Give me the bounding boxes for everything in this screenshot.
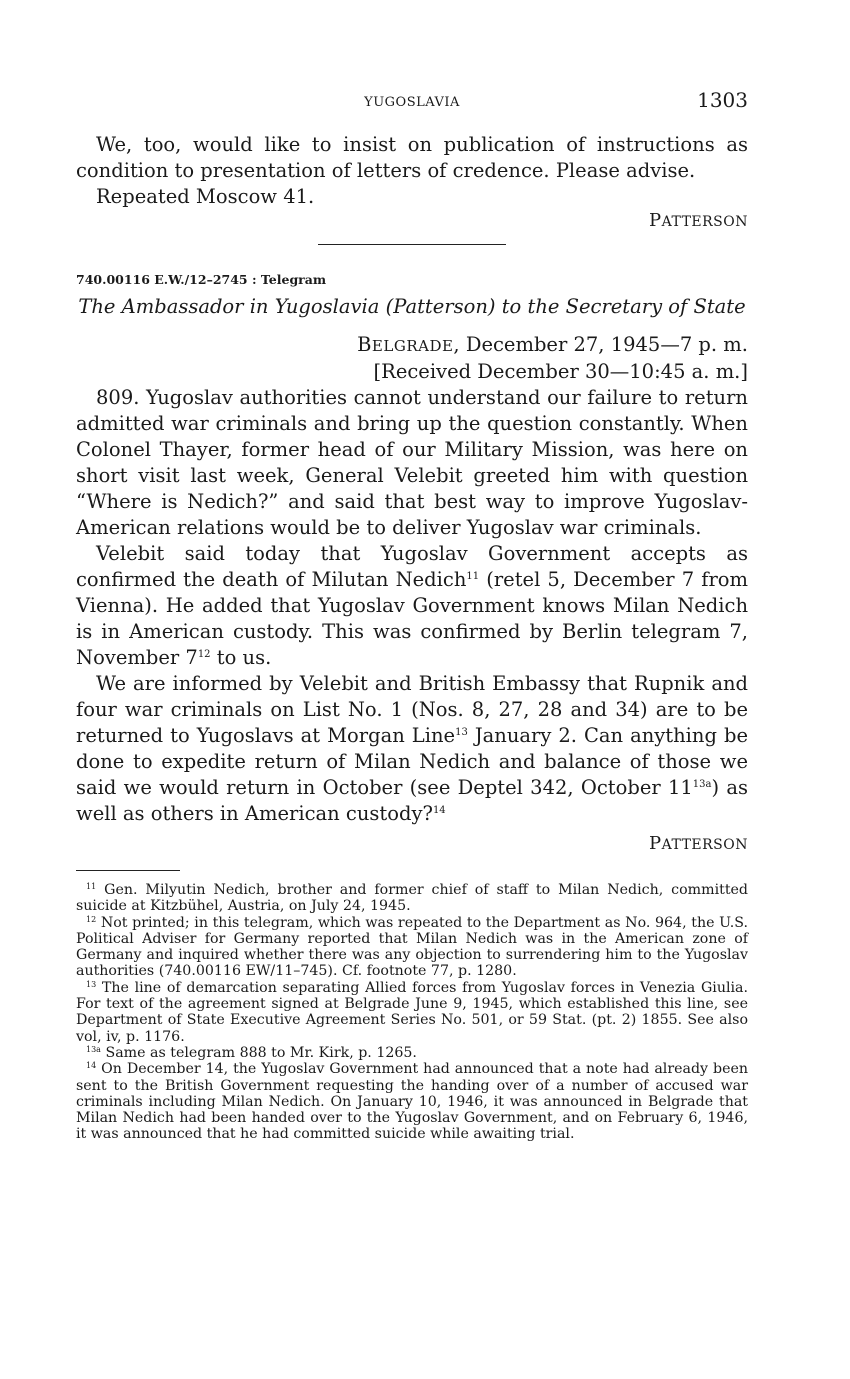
received-line: [Received December 30—10:45 a. m.] bbox=[373, 360, 748, 383]
place-rest: ELGRADE bbox=[371, 337, 454, 355]
footnote-mark: 13 bbox=[86, 979, 97, 989]
dateline bbox=[76, 332, 748, 359]
telegram-title: The Ambassador in Yugoslavia (Patterson) to the Secretary of State bbox=[78, 295, 746, 318]
footnote-ref: 13a bbox=[692, 779, 712, 790]
signature bbox=[76, 210, 748, 231]
footnote-ref: 12 bbox=[197, 649, 211, 660]
footnote-divider bbox=[76, 870, 180, 871]
footnote bbox=[76, 980, 748, 1045]
footnote bbox=[76, 1061, 748, 1142]
page-header bbox=[76, 88, 748, 116]
footnote-text: Not printed; in this telegram, which was repeated to the Department as No. 964, the U.S. Political Adviser for Germany reported that Milan Nedich was in the American zone of Germany and inquired whether there was any objection to surrendering him to the Yugoslav authorities (740.00116 EW/11–745). Cf. footnote 77, p. 1280. bbox=[76, 914, 749, 980]
paragraph-text: We are informed by Velebit and British Embassy that Rupnik and four war criminals on List No. 1 (Nos. 8, 27, 28 and 34) are to be returned to Yugoslavs at Morgan Line bbox=[76, 672, 748, 747]
footnote-text: On December 14, the Yugoslav Government had announced that a note had already been sent to the British Government requesting the handing over of a number of accused war criminals including Milan Nedich. On January 10, 1946, it was announced in Belgrade that Milan Nedich had been handed over to the Yugoslav Government, and on February 6, 1946, it was announced that he had committed suicide while awaiting trial. bbox=[76, 1061, 748, 1143]
paragraph-text: (retel 5, December 7 from Vienna). He added that Yugoslav Government knows Milan Nedich is in American custody. This was confirmed by Berlin telegram 7, November 7 bbox=[76, 568, 748, 669]
place-initial: B bbox=[357, 333, 372, 356]
footnotes bbox=[76, 882, 748, 1143]
page-number: 1303 bbox=[697, 88, 748, 112]
footnote-ref: 11 bbox=[466, 571, 480, 582]
running-title: YUGOSLAVIA bbox=[364, 95, 460, 110]
file-number: 740.00116 E.W./12–2745 : Telegram bbox=[76, 272, 327, 287]
footnote bbox=[76, 915, 748, 980]
footnote-ref: 14 bbox=[432, 805, 446, 816]
continuation-paragraph: We, too, would like to insist on publication of instructions as condition to presentation of letters of credence. Please advise. bbox=[76, 133, 748, 182]
signature-rest: ATTERSON bbox=[661, 837, 748, 853]
paragraph-text: 809. Yugoslav authorities cannot understand our failure to return admitted war criminals and bring up the question constantly. When Colonel Thayer, former head of our Military Mission, was here on short visit last week, General Velebit greeted him with question “Where is Nedich?” and said that best way to improve Yugoslav-American relations would be to deliver Yugoslav war criminals. bbox=[76, 386, 748, 539]
footnote-text: Same as telegram 888 to Mr. Kirk, p. 1265. bbox=[105, 1044, 417, 1061]
telegram-paragraph bbox=[76, 385, 748, 541]
paragraph-text: Velebit said today that Yugoslav Government accepts as confirmed the death of Milutan Nedich bbox=[76, 542, 748, 591]
telegram-section bbox=[76, 272, 748, 854]
telegram-paragraph bbox=[76, 671, 748, 827]
footnote-text: Gen. Milyutin Nedich, brother and former chief of staff to Milan Nedich, committed suicide at Kitzbühel, Austria, on July 24, 1945. bbox=[76, 882, 748, 915]
footnote-ref: 13 bbox=[455, 727, 468, 738]
footnote-text: The line of demarcation separating Allied forces from Yugoslav forces in Venezia Giulia. For text of the agreement signed at Belgrade June 9, 1945, which established this line, see Department of State Executive Agreement Series No. 501, or 59 Stat. (pt. 2) 1855. See also vol, iv, p. 1176. bbox=[76, 979, 749, 1045]
signature-initial: P bbox=[649, 833, 662, 854]
paragraph-text: ) as well as others in American custody? bbox=[76, 776, 748, 825]
paragraph-text: January 2. Can anything be done to expedite return of Milan Nedich and balance of those we said we would return in October (see Deptel 342, October 11 bbox=[76, 724, 748, 799]
footnote-mark: 11 bbox=[86, 882, 97, 891]
paragraph-text: to us. bbox=[210, 646, 272, 669]
footnote-mark: 14 bbox=[86, 1061, 97, 1071]
footnote bbox=[76, 882, 748, 915]
signature bbox=[76, 833, 748, 854]
section-divider bbox=[318, 244, 506, 245]
date-sent: , December 27, 1945—7 p. m. bbox=[453, 333, 748, 356]
footnote bbox=[76, 1045, 748, 1061]
repeated-line: Repeated Moscow 41. bbox=[96, 185, 315, 208]
signature-rest: ATTERSON bbox=[661, 214, 748, 230]
signature-initial: P bbox=[649, 210, 662, 231]
footnote-mark: 13a bbox=[86, 1044, 101, 1054]
footnote-mark: 12 bbox=[86, 914, 97, 924]
continuation-section bbox=[76, 132, 748, 231]
telegram-paragraph bbox=[76, 541, 748, 671]
